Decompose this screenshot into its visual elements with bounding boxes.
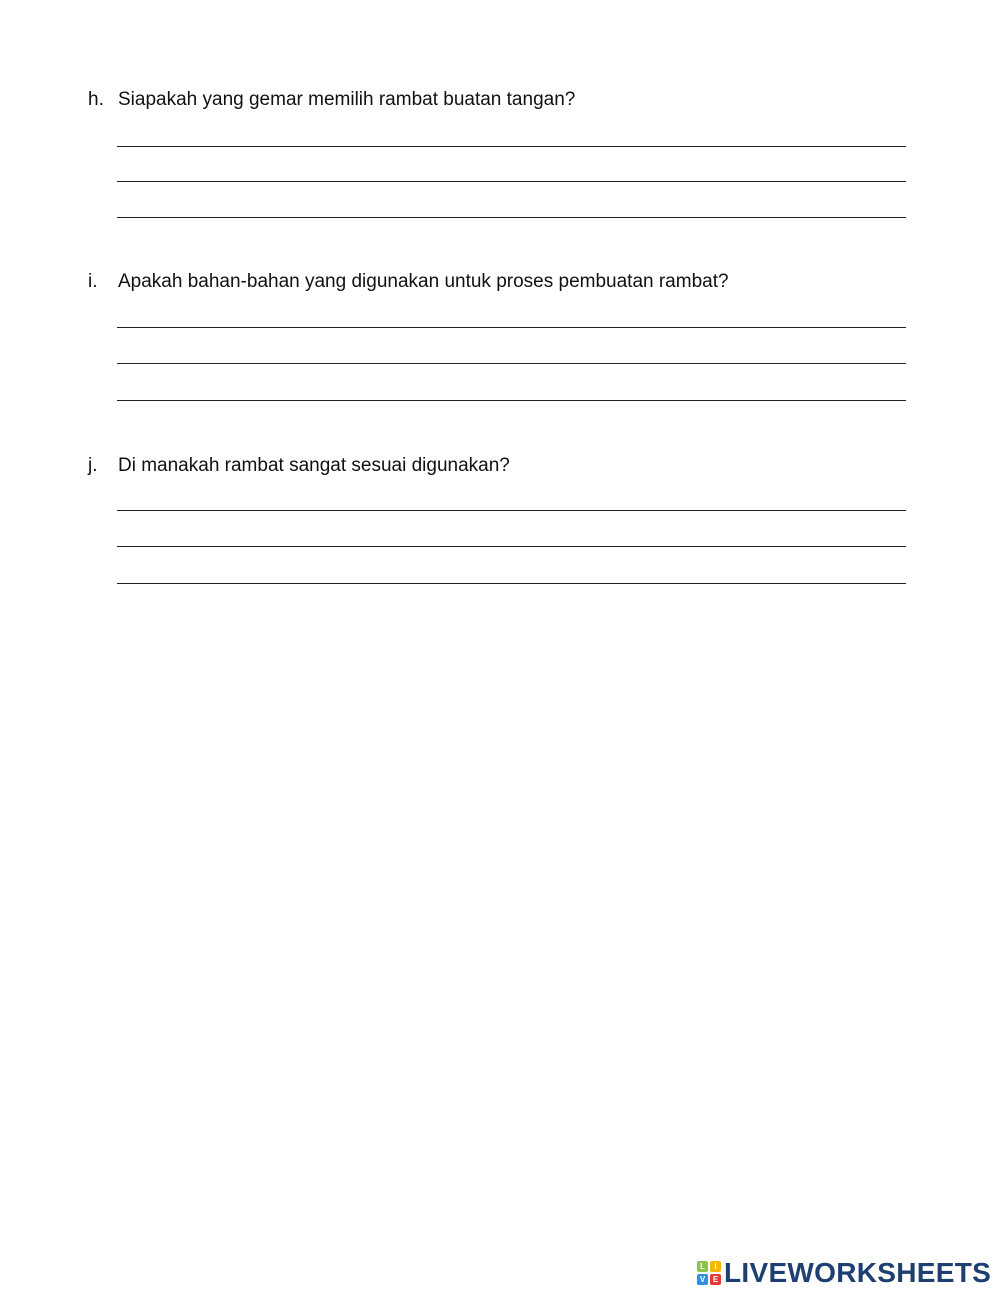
question-i [88, 271, 729, 293]
answer-line-j-3[interactable] [117, 583, 906, 584]
question-text: Siapakah yang gemar memilih rambat buatan tangan? [118, 89, 576, 110]
answer-line-j-1[interactable] [117, 510, 906, 511]
answer-line-h-1[interactable] [117, 146, 906, 147]
question-text: Di manakah rambat sangat sesuai digunakan? [118, 455, 510, 476]
question-h [88, 89, 575, 111]
question-label: h. [88, 89, 104, 110]
live-tiles-icon [697, 1261, 721, 1285]
answer-line-h-2[interactable] [117, 181, 906, 182]
logo-tile: I [710, 1261, 721, 1272]
liveworksheets-logo [697, 1257, 991, 1289]
question-j [88, 455, 510, 477]
answer-line-i-1[interactable] [117, 327, 906, 328]
answer-line-h-3[interactable] [117, 217, 906, 218]
logo-text: LIVEWORKSHEETS [724, 1257, 992, 1288]
answer-line-j-2[interactable] [117, 546, 906, 547]
logo-tile: L [697, 1261, 708, 1272]
answer-line-i-3[interactable] [117, 400, 906, 401]
logo-tile: V [697, 1274, 708, 1285]
logo-tile: E [710, 1274, 721, 1285]
answer-line-i-2[interactable] [117, 363, 906, 364]
question-text: Apakah bahan-bahan yang digunakan untuk proses pembuatan rambat? [118, 271, 729, 292]
question-label: i. [88, 271, 98, 292]
question-label: j. [88, 455, 98, 476]
